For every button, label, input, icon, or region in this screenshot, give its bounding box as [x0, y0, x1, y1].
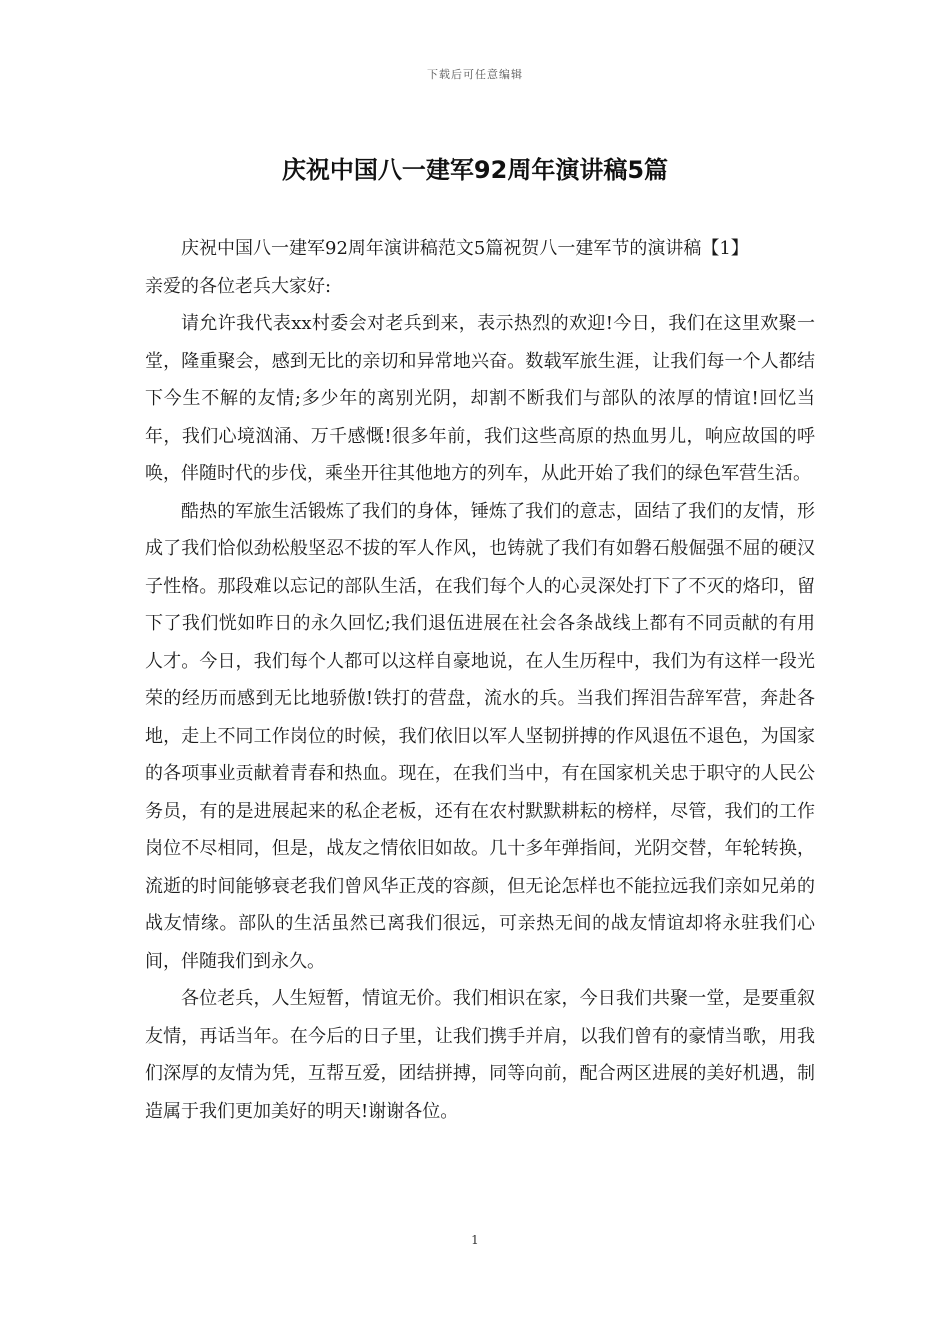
document-body [145, 230, 815, 1130]
header-note: 下载后可任意编辑 [427, 68, 523, 81]
intro-paragraph: 庆祝中国八一建军92周年演讲稿范文5篇祝贺八一建军节的演讲稿【1】 [181, 238, 749, 259]
salutation-paragraph: 亲爱的各位老兵大家好: [145, 275, 332, 297]
body-paragraph: 请允许我代表xx村委会对老兵到来，表示热烈的欢迎!今日，我们在这里欢聚一堂，隆重聚会，感到无比的亲切和异常地兴奋。数载军旅生涯，让我们每一个人都结下今生不解的友情;多少年的离别光阴，却割不断我们与部队的浓厚的情谊!回忆当年，我们心境汹涌、万千感慨!很多年前，我们这些高原的热血男儿，响应故国的呼唤，伴随时代的步伐，乘坐开往其他地方的列车，从此开始了我们的绿色军营生活。 [145, 313, 815, 484]
body-paragraph: 酷热的军旅生活锻炼了我们的身体，锤炼了我们的意志，固结了我们的友情，形成了我们恰似劲松般坚忍不拔的军人作风，也铸就了我们有如磐石般倔强不屈的硬汉子性格。那段难以忘记的部队生活，在我们每个人的心灵深处打下了不灭的烙印，留下了我们恍如昨日的永久回忆;我们退伍进展在社会各条战线上都有不同贡献的有用人才。今日，我们每个人都可以这样自豪地说，在人生历程中，我们为有这样一段光荣的经历而感到无比地骄傲!铁打的营盘，流水的兵。当我们挥泪告辞军营，奔赴各地，走上不同工作岗位的时候，我们依旧以军人坚韧拼搏的作风退伍不退色，为国家的各项事业贡献着青春和热血。现在，在我们当中，有在国家机关忠于职守的人民公务员，有的是进展起来的私企老板，还有在农村默默耕耘的榜样，尽管，我们的工作岗位不尽相同，但是，战友之情依旧如故。几十多年弹指间，光阴交替，年轮转换，流逝的时间能够衰老我们曾风华正茂的容颜，但无论怎样也不能拉远我们亲如兄弟的战友情缘。部队的生活虽然已离我们很远，可亲热无间的战友情谊却将永驻我们心间，伴随我们到永久。 [145, 500, 815, 972]
closing-paragraph: 各位老兵，人生短暂，情谊无价。我们相识在家，今日我们共聚一堂，是要重叙友情，再话当年。在今后的日子里，让我们携手并肩，以我们曾有的豪情当歌，用我们深厚的友情为凭，互帮互爱，团结拼搏，同等向前，配合两区进展的美好机遇，制造属于我们更加美好的明天!谢谢各位。 [145, 988, 815, 1122]
page-number: 1 [471, 1233, 479, 1247]
document-title: 庆祝中国八一建军92周年演讲稿5篇 [281, 156, 669, 184]
